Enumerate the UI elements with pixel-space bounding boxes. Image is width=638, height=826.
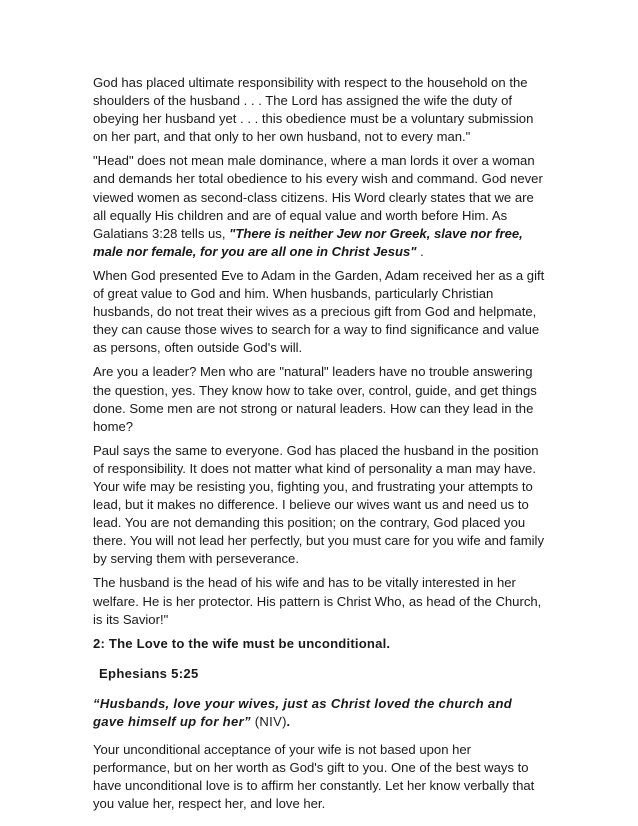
paragraph-head-meaning (93, 152, 545, 261)
head-meaning-end: . (416, 243, 424, 259)
paragraph-leader: Are you a leader? Men who are "natural" leaders have no trouble answering the question, yes. They know how to take over, control, guide, and get things done. Some men are not strong or natural leaders. How can they lead in the home? (93, 364, 537, 434)
scripture-quote-source: (NIV) (250, 714, 287, 729)
scripture-reference: Ephesians 5:25 (99, 665, 199, 681)
scripture-quote-end: . (286, 714, 291, 729)
paragraph-unconditional: Your unconditional acceptance of your wife is not based upon her performance, but on her worth as God's gift to you. One of the best ways to have unconditional love is to affirm her constantly. Let her know verbally that you value her, respect her, and love her. (93, 742, 535, 812)
paragraph-protector: The husband is the head of his wife and has to be vitally interested in her welfare. He is her protector. His pattern is Christ Who, as head of the Church, is its Savior!" (93, 575, 542, 627)
head-meaning-text: "Head" does not mean male dominance, where a man lords it over a woman and demands her total obedience to his every wish and command. God never viewed women as second-class citizens. His Word clearly states that we are all equally His children and are of equal value and worth before Him. As Galatians 3:28 tells us, (93, 153, 543, 241)
scripture-quote-text: “Husbands, love your wives, just as Christ loved the church and gave himself up for her” (93, 695, 513, 729)
paragraph-eve-gift: When God presented Eve to Adam in the Garden, Adam received her as a gift of great value to God and him. When husbands, particularly Christian husbands, do not treat their wives as a precious gift from God and helpmate, they can cause those wives to search for a way to find significance and value as persons, often outside God's will. (93, 267, 545, 356)
section-heading: 2: The Love to the wife must be unconditional. (93, 635, 391, 651)
paragraph-responsibility: Paul says the same to everyone. God has placed the husband in the position of responsibility. It does not matter what kind of personality a man may have. Your wife may be resisting you, fighting you, and frustrating your attempts to lead, but it makes no difference. I believe our wives want us and need us to lead. You are not demanding this position; on the contrary, God placed you there. You will not lead her perfectly, but you must care for you wife and family by serving them with perseverance. (93, 442, 544, 567)
galatians-quote: "There is neither Jew nor Greek, slave nor free, male nor female, for you are all one in Christ Jesus" (93, 225, 523, 259)
paragraph-obedience: God has placed ultimate responsibility with respect to the household on the shoulders of the husband . . . The Lord has assigned the wife the duty of obeying her husband yet . . . this obedience must be a voluntary submission on her part, and that only to her own husband, not to every man." (93, 75, 534, 145)
document-page (93, 74, 545, 819)
scripture-quote (93, 695, 545, 731)
